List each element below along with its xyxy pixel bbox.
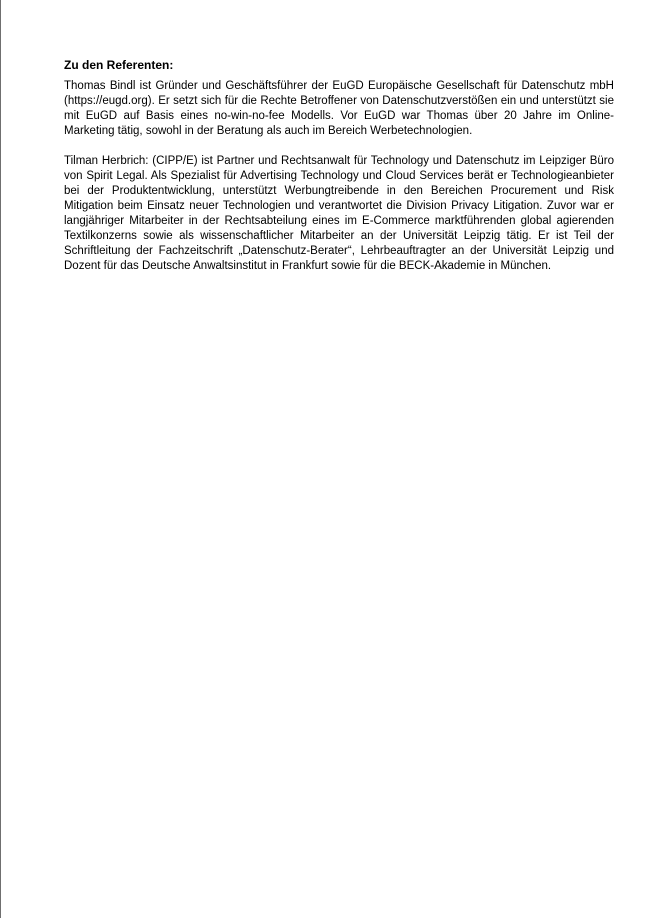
page-edge [0, 0, 1, 918]
speaker-bio-tilman-herbrich: Tilman Herbrich: (CIPP/E) ist Partner und Rechtsanwalt für Technology und Datenschutz im Leipziger Büro von Spirit Legal. Als Spezialist für Advertising Technology und Cloud Services berät er Technologieanbieter bei der Produktentwicklung, unterstützt Werbungtreibende in den Bereichen Procurement und Risk Mitigation beim Einsatz neuer Technologien und verantwortet die Division Privacy Litigation. Zuvor war er langjähriger Mitarbeiter in der Rechtsabteilung eines im E-Commerce marktführenden global agierenden Textilkonzerns sowie als wissenschaftlicher Mitarbeiter an der Universität Leipzig tätig. Er ist Teil der Schriftleitung der Fachzeitschrift „Datenschutz-Berater“, Lehrbeauftragter an der Universität Leipzig und Dozent für das Deutsche Anwaltsinstitut in Frankfurt sowie für die BECK-Akademie in München. [64, 155, 614, 272]
section-heading: Zu den Referenten: [64, 58, 174, 72]
speaker-bio-thomas-bindl: Thomas Bindl ist Gründer und Geschäftsführer der EuGD Europäische Gesellschaft für Datenschutz mbH (https://eugd.org). Er setzt sich für die Rechte Betroffener von Datenschutzverstößen ein und unterstützt sie mit EuGD auf Basis eines no-win-no-fee Modells. Vor EuGD war Thomas über 20 Jahre im Online-Marketing tätig, sowohl in der Beratung als auch im Bereich Werbetechnologien. [64, 80, 614, 137]
document-page [64, 58, 614, 289]
